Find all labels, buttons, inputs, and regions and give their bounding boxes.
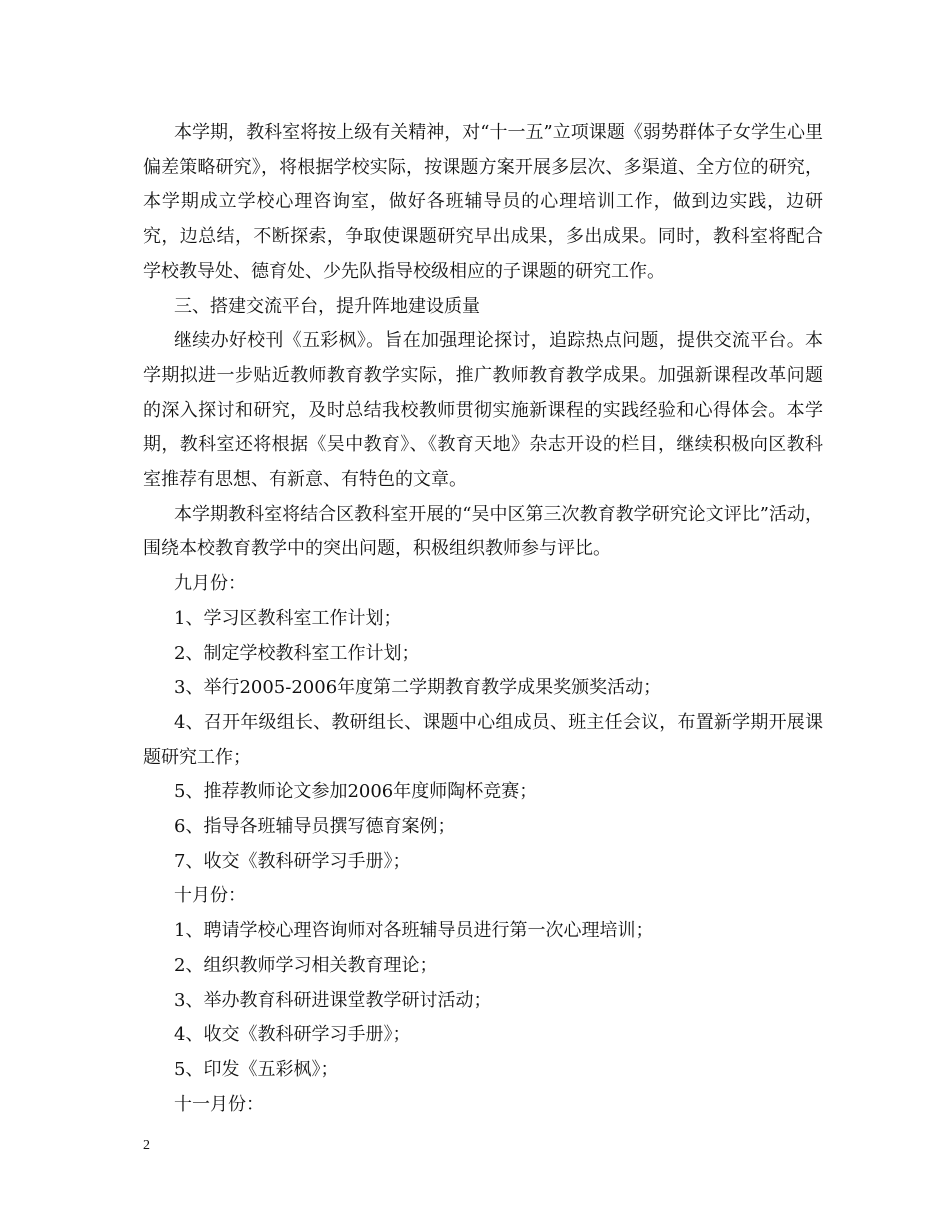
paragraph-paper-competition: 本学期教科室将结合区教科室开展的“吴中区第三次教育教学研究论文评比”活动，围绕本校教育教学中的突出问题，积极组织教师参与评比。 bbox=[143, 503, 823, 560]
month-heading-september: 九月份： bbox=[174, 573, 246, 595]
paragraph-research-topic: 本学期，教科室将按上级有关精神，对“十一五”立项课题《弱势群体子女学生心里偏差策略研究》，将根据学校实际，按课题方案开展多层次、多渠道、全方位的研究，本学期成立学校心理咨询室，做好各班辅导员的心理培训工作，做到边实践，边研究，边总结，不断探索，争取使课题研究早出成果，多出成果。同时，教科室将配合学校教导处、德育处、少先队指导校级相应的子课题的研究工作。 bbox=[143, 122, 823, 282]
list-item: 5、推荐教师论文参加2006年度师陶杯竞赛； bbox=[174, 781, 538, 803]
list-item: 3、举办教育科研进课堂教学研讨活动； bbox=[174, 989, 492, 1011]
document-body bbox=[143, 116, 823, 1122]
list-item: 1、学习区教科室工作计划； bbox=[174, 607, 402, 629]
list-item: 1、聘请学校心理咨询师对各班辅导员进行第一次心理培训； bbox=[174, 920, 654, 942]
list-item: 6、指导各班辅导员撰写德育案例； bbox=[174, 816, 456, 838]
list-item: 2、制定学校教科室工作计划； bbox=[174, 642, 420, 664]
list-item: 3、举行2005-2006年度第二学期教育教学成果奖颁奖活动； bbox=[174, 677, 662, 699]
list-item: 5、印发《五彩枫》； bbox=[174, 1058, 339, 1080]
list-item: 2、组织教师学习相关教育理论； bbox=[174, 954, 438, 976]
month-heading-november: 十一月份： bbox=[174, 1093, 264, 1115]
month-heading-october: 十月份： bbox=[174, 885, 246, 907]
paragraph-school-journal: 继续办好校刊《五彩枫》。旨在加强理论探讨，追踪热点问题，提供交流平台。本学期拟进一步贴近教师教育教学实际，推广教师教育教学成果。加强新课程改革问题的深入探讨和研究，及时总结我校教师贯彻实施新课程的实践经验和心得体会。本学期，教科室还将根据《吴中教育》、《教育天地》杂志开设的栏目，继续积极向区教科室推荐有思想、有新意、有特色的文章。 bbox=[143, 330, 823, 491]
section-heading-exchange-platform: 三、搭建交流平台，提升阵地建设质量 bbox=[174, 295, 480, 317]
list-item: 4、召开年级组长、教研组长、课题中心组成员、班主任会议，布置新学期开展课题研究工作； bbox=[143, 711, 823, 768]
list-item: 7、收交《教科研学习手册》； bbox=[174, 850, 411, 872]
list-item: 4、收交《教科研学习手册》； bbox=[174, 1024, 411, 1046]
page-number: 2 bbox=[143, 1138, 150, 1153]
